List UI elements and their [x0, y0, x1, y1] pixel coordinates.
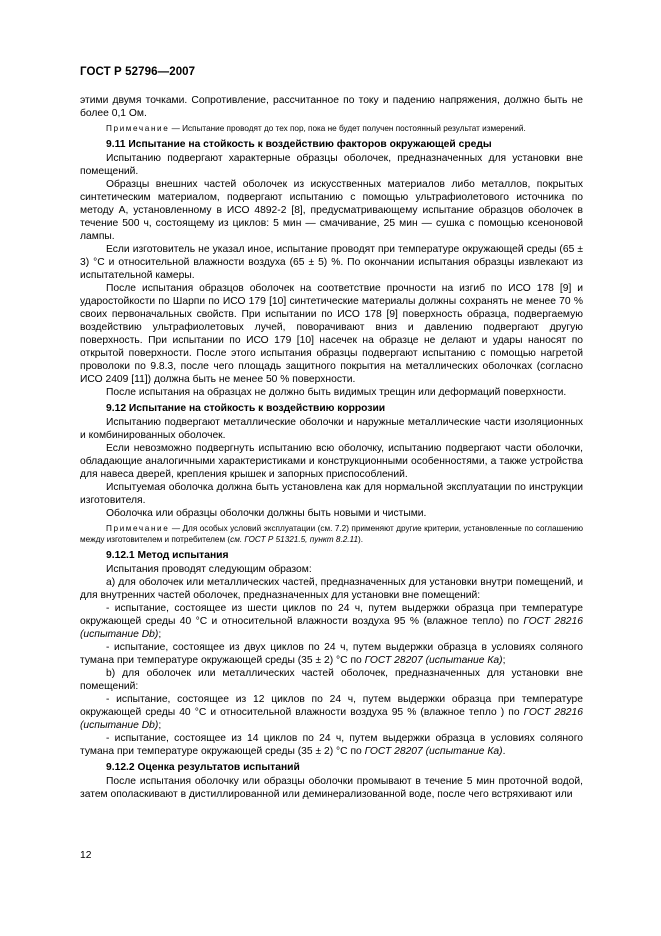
paragraph — [80, 416, 583, 442]
paragraph-text: Если невозможно подвергнуть испытанию всю оболочку, испытанию подвергают части оболочки, обладающие аналогичными характеристиками и конструкционными особенностями, а также устройства для навеса дверей, крепления крышек и запорных приспособлений. — [80, 443, 583, 480]
paragraph — [80, 481, 583, 507]
paragraph — [80, 775, 583, 801]
document-body — [80, 94, 583, 801]
paragraph — [80, 693, 583, 732]
note — [80, 523, 583, 545]
document-header: ГОСТ Р 52796—2007 — [80, 66, 196, 78]
paragraph — [80, 732, 583, 758]
standard-reference: ГОСТ 28216 (испытание Db) — [80, 616, 583, 640]
section-heading — [80, 549, 583, 562]
section-heading-text: 9.11 Испытание на стойкость к воздействию факторов окружающей среды — [106, 139, 492, 150]
paragraph-text: После испытания образцов оболочек на соответствие прочности на изгиб по ИСО 178 [9] и ударостойкости по Шарпи по ИСО 179 [10] синтетические материалы должны сохранять не менее 70 % своих первоначальных свойств. При испытании по ИСО 178 [9] поверхность образца, подвергаемую воздействию ультрафиолетовых лучей, поворачивают вниз и давлению подвергают другую поверхность. При испытании по ИСО 179 [10] насечек на образце не делают и удары наносят по открытой поверхности. После этого испытания образцы подвергают испытанию с помощью нагретой проволоки по 9.8.3, после чего площадь защитного покрытия на металлических оболочках (согласно ИСО 2409 [11]) должна быть не менее 50 % поверхности. — [80, 283, 583, 385]
note-text: — Для особых условий эксплуатации (см. 7.2) применяют другие критерии, установленные по соглашению между изготовителем и потребителем ( — [80, 524, 583, 544]
paragraph-text: Испытанию подвергают характерные образцы оболочек, предназначенных для установки вне помещений. — [80, 153, 583, 177]
paragraph — [80, 243, 583, 282]
note-label: Примечание — [106, 124, 170, 133]
paragraph — [80, 667, 583, 693]
paragraph-text: Образцы внешних частей оболочек из искусственных материалов либо металлов, покрытых синтетическим материалом, подвергают испытанию с помощью ультрафиолетового источника по методу А, установленному в ИСО 4892-2 [8], предусматривающему испытание образцов оболочек в течение 500 ч, состоящему из циклов: 5 мин — смачивание, 25 мин — сушка с помощью ксеноновой лампы. — [80, 179, 583, 242]
paragraph — [80, 602, 583, 641]
section-heading — [80, 761, 583, 774]
section-heading-text: 9.12.2 Оценка результатов испытаний — [106, 762, 300, 773]
paragraph-text: Испытания проводят следующим образом: — [106, 564, 312, 575]
standard-reference: ГОСТ 28207 (испытание Ка) — [364, 655, 503, 666]
punctuation: ; — [502, 655, 506, 666]
paragraph-text: - испытание, состоящее из двух циклов по 24 ч, путем выдержки образца в условиях соляного тумана при температуре окружающей среды (35 ± 2) °С по — [80, 642, 583, 666]
punctuation: . — [502, 746, 506, 757]
paragraph-text: После испытания оболочку или образцы оболочки промывают в течение 5 мин проточной водой, затем ополаскивают в дистиллированной или деминерализованной воде, после чего встряхивают или — [80, 776, 583, 800]
page-number: 12 — [80, 850, 92, 861]
paragraph — [80, 442, 583, 481]
section-heading-text: 9.12 Испытание на стойкость к воздействию коррозии — [106, 403, 386, 414]
paragraph — [80, 641, 583, 667]
paragraph-text: этими двумя точками. Сопротивление, рассчитанное по току и падению напряжения, должно быть не более 0,1 Ом. — [80, 95, 583, 119]
standard-reference: ГОСТ 28216 (испытание Db) — [80, 707, 583, 731]
paragraph-text: Испытанию подвергают металлические оболочки и наружные металлические части изоляционных и комбинированных оболочек. — [80, 417, 583, 441]
paragraph-text: a) для оболочек или металлических частей, предназначенных для установки внутри помещений, и для внутренних частей оболочек, предназначенных для установки вне помещений: — [80, 577, 583, 601]
paragraph — [80, 94, 583, 120]
note-text: — Испытание проводят до тех пор, пока не будет получен постоянный результат измерений. — [169, 124, 526, 133]
standard-reference: ГОСТ 28207 (испытание Ка) — [364, 746, 503, 757]
paragraph — [80, 178, 583, 243]
section-heading-text: 9.12.1 Метод испытания — [106, 550, 229, 561]
paragraph-text: - испытание, состоящее из 12 циклов по 24 ч, путем выдержки образца при температуре окружающей среды 40 °С и относительной влажности воздуха 95 % (влажное тепло ) по — [80, 694, 583, 718]
paragraph-text: После испытания на образцах не должно быть видимых трещин или деформаций поверхности. — [106, 387, 567, 398]
paragraph — [80, 576, 583, 602]
section-heading — [80, 402, 583, 415]
paragraph-text: Если изготовитель не указал иное, испытание проводят при температуре окружающей среды (65 ± 3) °С и относительной влажности воздуха (65 ± 5) %. По окончании испытания образцы извлекают из испытательной камеры. — [80, 244, 583, 281]
paragraph — [80, 282, 583, 386]
standard-reference: см. ГОСТ Р 51321.5, пункт 8.2.11 — [230, 535, 359, 544]
punctuation: ; — [158, 720, 162, 731]
note — [80, 123, 583, 134]
paragraph-text: Оболочка или образцы оболочки должны быть новыми и чистыми. — [106, 508, 427, 519]
paragraph-text: Испытуемая оболочка должна быть установлена как для нормальной эксплуатации по инструкции изготовителя. — [80, 482, 583, 506]
paragraph-text: b) для оболочек или металлических частей оболочек, предназначенных для установки вне помещений: — [80, 668, 583, 692]
section-heading — [80, 138, 583, 151]
note-label: Примечание — [106, 524, 170, 533]
paragraph — [80, 563, 583, 576]
punctuation: ; — [158, 629, 162, 640]
paragraph — [80, 152, 583, 178]
punctuation: ). — [358, 535, 364, 544]
paragraph — [80, 386, 583, 399]
paragraph-text: - испытание, состоящее из шести циклов по 24 ч, путем выдержки образца при температуре окружающей среды 40 °С и относительной влажности воздуха 95 % (влажное тепло) по — [80, 603, 583, 627]
paragraph — [80, 507, 583, 520]
paragraph-text: - испытание, состоящее из 14 циклов по 24 ч, путем выдержки образца в условиях соляного тумана при температуре окружающей среды (35 ± 2) °С по — [80, 733, 583, 757]
